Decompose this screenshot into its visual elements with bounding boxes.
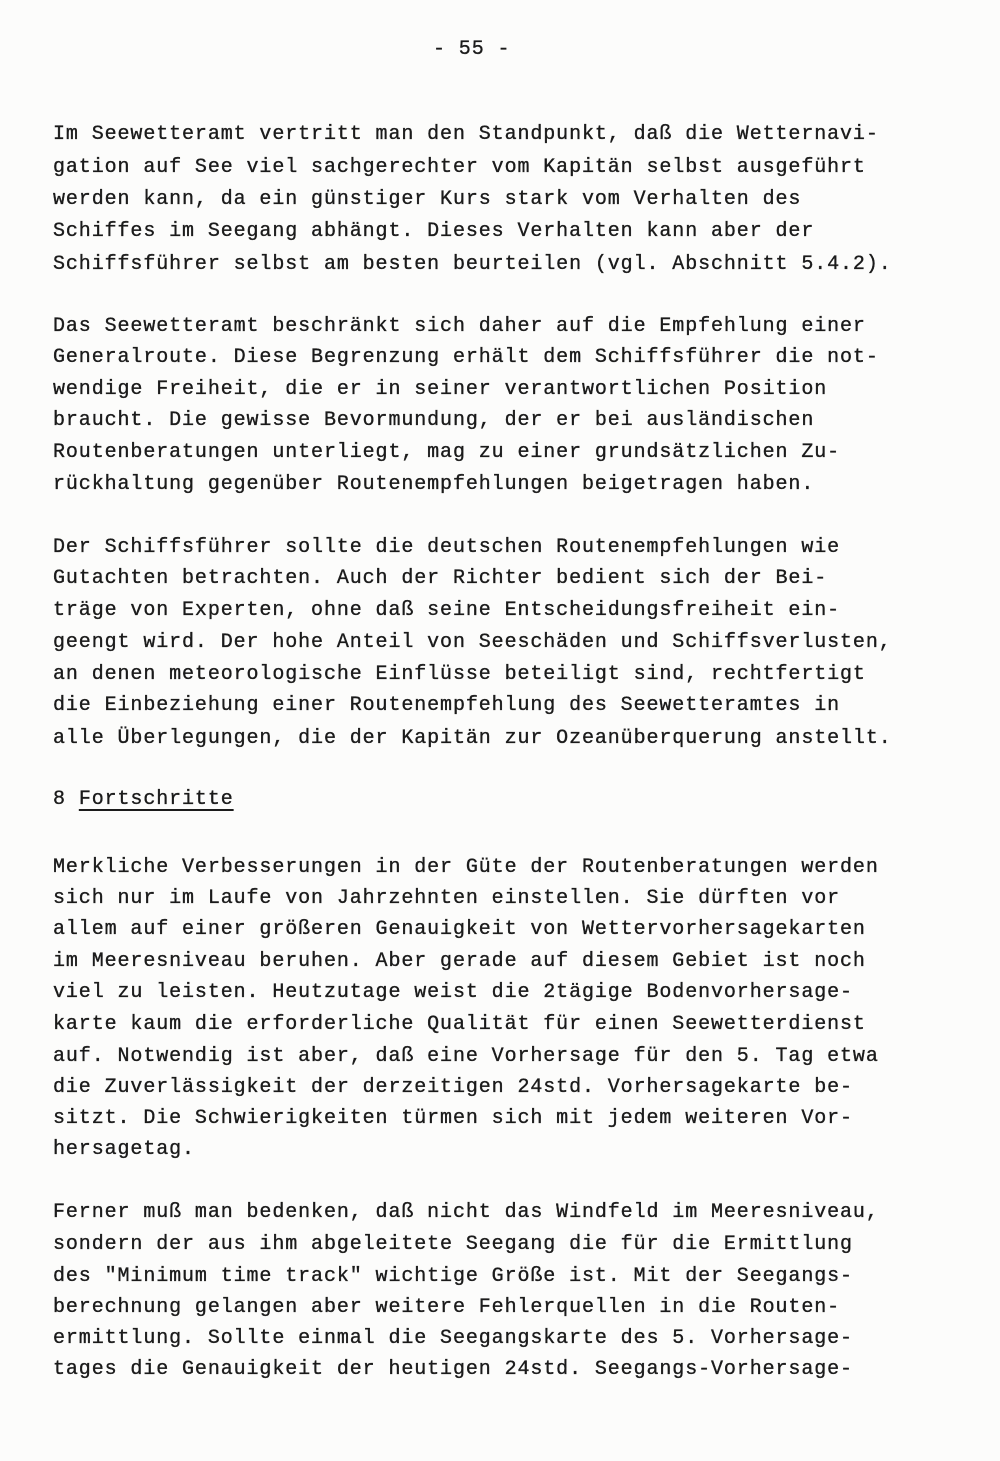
text-line: an denen meteorologische Einflüsse beteiligt sind, rechtfertigt [53, 663, 866, 686]
text-line: allem auf einer größeren Genauigkeit von Wettervorhersagekarten [53, 918, 866, 941]
text-line: Routenberatungen unterliegt, mag zu einer grundsätzlichen Zu- [53, 441, 841, 464]
text-line: tages die Genauigkeit der heutigen 24std. Seegangs-Vorhersage- [53, 1358, 853, 1381]
text-line: träge von Experten, ohne daß seine Entscheidungsfreiheit ein- [53, 599, 841, 622]
text-line: Ferner muß man bedenken, daß nicht das Windfeld im Meeresniveau, [53, 1201, 879, 1224]
text-line: Generalroute. Diese Begrenzung erhält dem Schiffsführer die not- [53, 346, 879, 369]
text-line: die Einbeziehung einer Routenempfehlung des Seewetteramtes in [53, 694, 841, 717]
text-line: rückhaltung gegenüber Routenempfehlungen beigetragen haben. [53, 473, 815, 496]
text-line: sich nur im Laufe von Jahrzehnten einstellen. Sie dürften vor [53, 887, 841, 910]
text-line: Schiffes im Seegang abhängt. Dieses Verhalten kann aber der [53, 220, 815, 243]
text-line: Gutachten betrachten. Auch der Richter bedient sich der Bei- [53, 567, 828, 590]
section-title: Fortschritte [78, 788, 234, 811]
text-line: Im Seewetteramt vertritt man den Standpunkt, daß die Wetternavi- [53, 123, 879, 146]
section-number: 8 [53, 788, 66, 811]
page-number: - 55 - [433, 38, 511, 61]
text-line: geengt wird. Der hohe Anteil von Seeschäden und Schiffsverlusten, [53, 631, 892, 654]
text-line: wendige Freiheit, die er in seiner verantwortlichen Position [53, 378, 828, 401]
text-line: hersagetag. [53, 1138, 195, 1161]
text-line: Das Seewetteramt beschränkt sich daher auf die Empfehlung einer [53, 315, 866, 338]
text-line: Merkliche Verbesserungen in der Güte der Routenberatungen werden [53, 856, 879, 879]
text-line: berechnung gelangen aber weitere Fehlerquellen in die Routen- [53, 1296, 841, 1319]
text-line: karte kaum die erforderliche Qualität für einen Seewetterdienst [53, 1013, 866, 1036]
text-line: alle Überlegungen, die der Kapitän zur Ozeanüberquerung anstellt. [53, 727, 892, 750]
text-line: Schiffsführer selbst am besten beurteilen (vgl. Abschnitt 5.4.2). [53, 253, 892, 276]
text-line: auf. Notwendig ist aber, daß eine Vorhersage für den 5. Tag etwa [53, 1045, 879, 1068]
text-line: gation auf See viel sachgerechter vom Kapitän selbst ausgeführt [53, 156, 866, 179]
text-line: braucht. Die gewisse Bevormundung, der er bei ausländischen [53, 409, 815, 432]
section-heading [53, 788, 234, 812]
text-line: sondern der aus ihm abgeleitete Seegang die für die Ermittlung [53, 1233, 853, 1256]
text-line: werden kann, da ein günstiger Kurs stark vom Verhalten des [53, 188, 802, 211]
text-line: im Meeresniveau beruhen. Aber gerade auf diesem Gebiet ist noch [53, 950, 866, 973]
text-line: die Zuverlässigkeit der derzeitigen 24std. Vorhersagekarte be- [53, 1076, 853, 1099]
text-line: viel zu leisten. Heutzutage weist die 2tägige Bodenvorhersage- [53, 981, 853, 1004]
text-line: Der Schiffsführer sollte die deutschen Routenempfehlungen wie [53, 536, 841, 559]
text-line: sitzt. Die Schwierigkeiten türmen sich mit jedem weiteren Vor- [53, 1107, 853, 1130]
text-line: des "Minimum time track" wichtige Größe ist. Mit der Seegangs- [53, 1265, 853, 1288]
text-line: ermittlung. Sollte einmal die Seegangskarte des 5. Vorhersage- [53, 1327, 853, 1350]
